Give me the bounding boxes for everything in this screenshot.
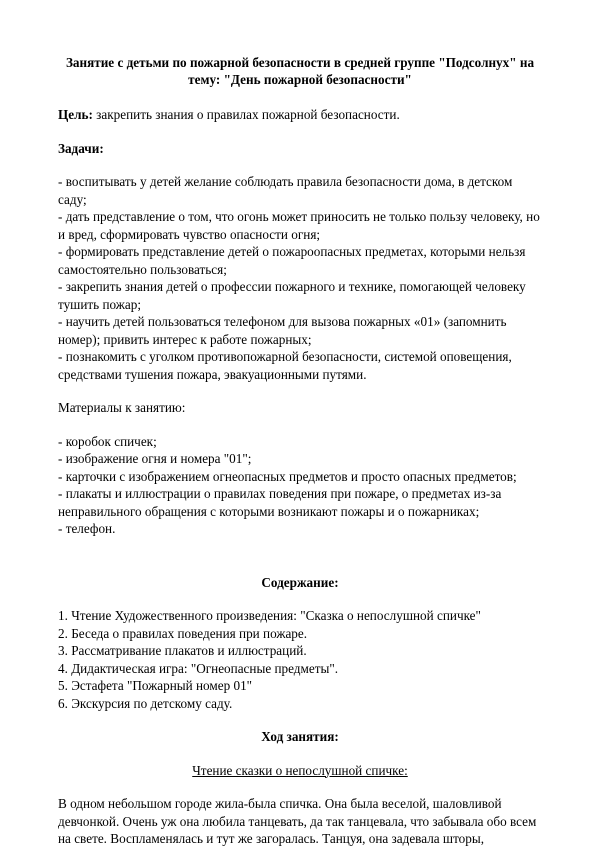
title-line-2: тему: "День пожарной безопасности" — [188, 72, 412, 87]
title-line-1: Занятие с детьми по пожарной безопасности в средней группе "Подсолнух" на — [65, 55, 535, 70]
material-item: - коробок спичек; — [58, 433, 157, 449]
task-item: - научить детей пользоваться телефоном для вызова пожарных «01» (запомнить номер); привить интерес к работе пожарных; — [58, 314, 507, 347]
contents-list — [58, 607, 542, 712]
document-title — [58, 54, 542, 88]
contents-item: 3. Рассматривание плакатов и иллюстраций. — [58, 643, 307, 658]
task-item: - дать представление о том, что огонь может приносить не только пользу человеку, но и вред, сформировать чувство опасности огня; — [58, 209, 540, 242]
task-item: - познакомить с уголком противопожарной безопасности, системой оповещения, средствами тушения пожара, эвакуационными путями. — [58, 349, 512, 382]
material-item: - телефон. — [58, 521, 116, 536]
materials-heading: Материалы к занятию: — [58, 400, 186, 415]
reading-subheading: Чтение сказки о непослушной спичке: — [192, 762, 408, 778]
goal-text: закрепить знания о правилах пожарной безопасности. — [92, 107, 400, 122]
task-item: - воспитывать у детей желание соблюдать правила безопасности дома, в детском саду; — [58, 174, 513, 207]
contents-item: 2. Беседа о правилах поведения при пожаре. — [58, 625, 308, 641]
task-item: - закрепить знания детей о профессии пожарного и технике, помогающей человеку тушить пожар; — [58, 279, 526, 312]
material-item: - плакаты и иллюстрации о правилах поведения при пожаре, о предметах из-за неправильного обращения с которыми возникают пожары и о пожарниках; — [58, 486, 502, 519]
contents-item: 6. Экскурсия по детскому саду. — [58, 695, 233, 711]
goal-label: Цель: — [58, 107, 93, 122]
materials-list — [58, 433, 542, 538]
contents-item: 4. Дидактическая игра: "Огнеопасные предметы". — [58, 660, 339, 676]
contents-heading: Содержание: — [261, 574, 339, 590]
tasks-list — [58, 173, 542, 383]
contents-item: 1. Чтение Художественного произведения: "Сказка о непослушной спичке" — [58, 608, 481, 623]
task-item: - формировать представление детей о пожароопасных предметах, которыми нельзя самостоятельно пользоваться; — [58, 244, 526, 277]
material-item: - карточки с изображением огнеопасных предметов и просто опасных предметов; — [58, 468, 517, 484]
story-paragraph: В одном небольшом городе жила-была спичка. Она была веселой, шаловливой девчонкой. Очень уж она любила танцевать, да так танцевала, что забывала обо всем на свете. Воспламенялась и тут же загоралась. Танцуя, она задевала шторы, — [58, 796, 537, 846]
material-item: - изображение огня и номера "01"; — [58, 451, 252, 466]
goal-paragraph — [58, 106, 542, 124]
tasks-heading: Задачи: — [58, 140, 104, 156]
course-heading: Ход занятия: — [261, 729, 339, 744]
contents-item: 5. Эстафета "Пожарный номер 01" — [58, 678, 253, 693]
